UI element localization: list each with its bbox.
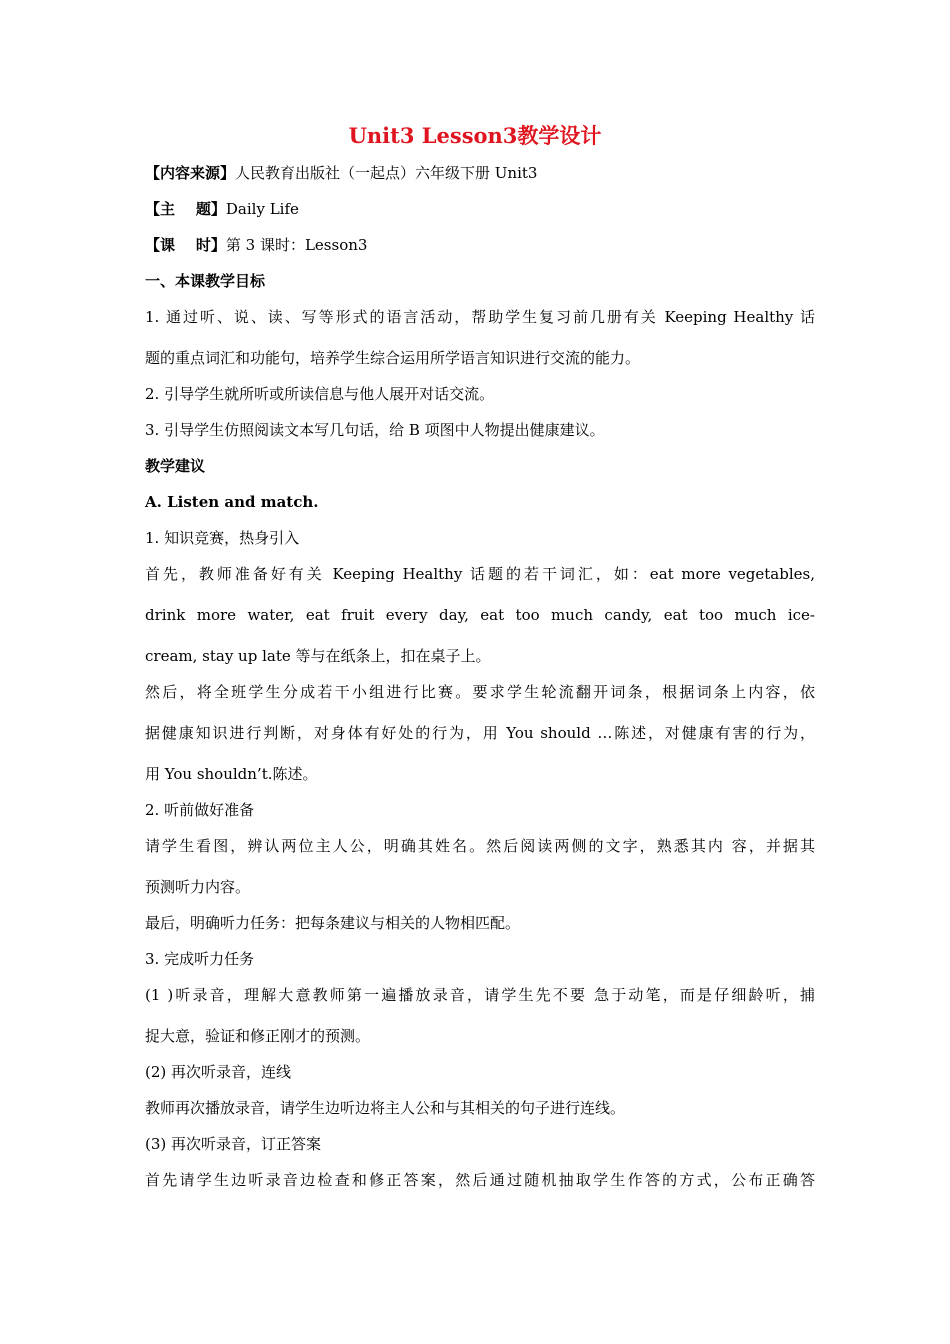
paragraph-line: 捉大意，验证和修正刚才的预测。 [145,1027,371,1045]
step-heading: 3. 完成听力任务 [145,950,255,968]
paragraph-line: drink more water, eat fruit every day, eat too much candy, eat too much ice- [145,606,815,624]
section-heading: 教学建议 [145,457,206,475]
paragraph-line: (1 )听录音，理解大意教师第一遍播放录音，请学生先不要 急于动笔，而是仔细龄听，捕 [145,986,815,1004]
topic-line [145,199,815,219]
paragraph-line: 3. 引导学生仿照阅读文本写几句话，给 B 项图中人物提出健康建议。 [145,421,605,439]
step-heading: 2. 听前做好准备 [145,801,255,819]
paragraph-line: 据健康知识进行判断，对身体有好处的行为，用 You should …陈述，对健康有害的行为， [145,724,815,742]
paragraph-line: 预测听力内容。 [145,878,251,896]
paragraph-line: 2. 引导学生就所听或所读信息与他人展开对话交流。 [145,385,495,403]
paragraph-line: 请学生看图，辨认两位主人公，明确其姓名。然后阅读两侧的文字，熟悉其内 容，并据其 [145,837,815,855]
source-label: 【内容来源】 [145,164,236,182]
period-value: 第 3 课时：Lesson3 [225,236,368,254]
paragraph-line: cream, stay up late 等与在纸条上，扣在桌子上。 [145,647,491,665]
paragraph-line: 1. 通过听、说、读、写等形式的语言活动，帮助学生复习前几册有关 Keeping Healthy 话 [145,308,815,326]
step-heading: 1. 知识竞赛，热身引入 [145,529,300,547]
paragraph-line: 题的重点词汇和功能句，培养学生综合运用所学语言知识进行交流的能力。 [145,349,641,367]
paragraph-line: 首先，教师准备好有关 Keeping Healthy 话题的若干词汇，如：eat more vegetables, [145,565,815,583]
source-value: 人民教育出版社（一起点）六年级下册 Unit3 [235,164,538,182]
paragraph-line: 首先请学生边听录音边检查和修正答案，然后通过随机抽取学生作答的方式，公布正确答 [145,1171,815,1189]
paragraph-line: 教师再次播放录音，请学生边听边将主人公和与其相关的句子进行连线。 [145,1099,626,1117]
paragraph-line: 用 You shouldn’t.陈述。 [145,765,318,783]
source-line [145,163,815,183]
activity-heading: A. Listen and match. [145,493,319,511]
substep-heading: (2) 再次听录音，连线 [145,1063,292,1081]
period-line [145,235,815,255]
paragraph-line: 最后，明确听力任务：把每条建议与相关的人物相匹配。 [145,914,521,932]
topic-label: 【主 题】 [145,200,226,218]
substep-heading: (3) 再次听录音，订正答案 [145,1135,322,1153]
page-title: Unit3 Lesson3教学设计 [348,123,602,148]
section-heading: 一、本课教学目标 [145,272,266,290]
period-label: 【课 时】 [145,236,226,254]
topic-value: Daily Life [225,200,299,218]
paragraph-line: 然后，将全班学生分成若干小组进行比赛。要求学生轮流翻开词条，根据词条上内容，依 [145,683,815,701]
